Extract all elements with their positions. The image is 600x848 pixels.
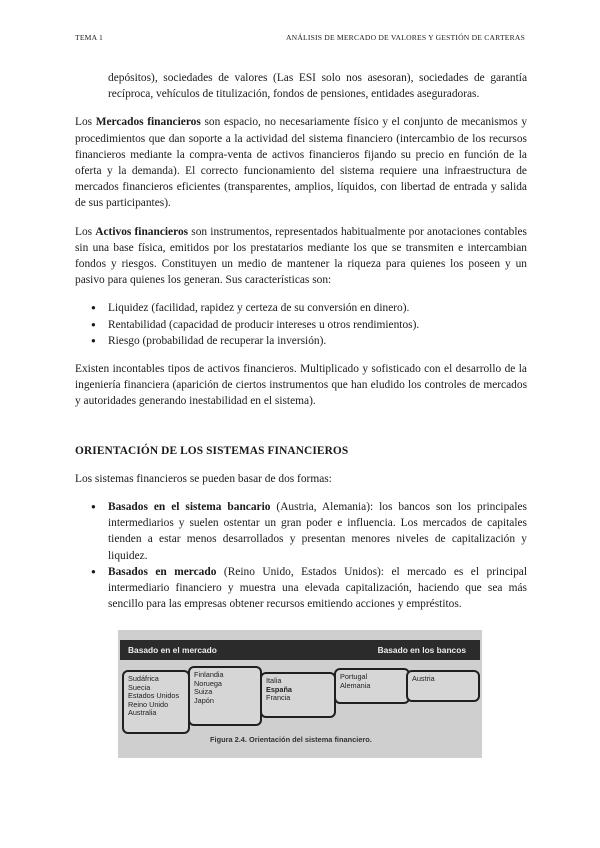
characteristics-list (75, 300, 527, 349)
country-label: Noruega (194, 678, 222, 688)
figure-caption: Figura 2.4. Orientación del sistema financiero. (210, 735, 372, 744)
country-group-1 (122, 670, 190, 734)
orientation-term: Basados en mercado (108, 565, 217, 578)
section-intro: Los sistemas financieros se pueden basar de dos formas: (75, 472, 332, 485)
country-label: Japón (194, 695, 214, 705)
country-label: Austria (412, 674, 435, 683)
figure-right-label: Basado en los bancos (377, 645, 466, 655)
list-item (75, 564, 527, 613)
orientation-desc: (Reino Unido, Estados Unidos): el mercado es el principal intermediario financiero y muestra una elevada capitalización, haciendo que sea más sencillo para las empresas obtener recursos emitiendo acciones y empréstitos. (108, 565, 527, 611)
figure-header-bar (120, 640, 480, 660)
country-group-5 (406, 670, 480, 702)
header-chapter: TEMA 1 (75, 33, 103, 42)
activos-lead: Los (75, 225, 96, 238)
country-label: Suiza (194, 687, 213, 697)
innovation-paragraph: Existen incontables tipos de activos financieros. Multiplicado y sofisticado con el desarrollo de la ingeniería financiera (aparición de ciertos instrumentos que han eludido los controles de mercados y autoridades generando inestabilidad en el sistema). (75, 363, 527, 408)
country-label: Estados Unidos (128, 691, 180, 701)
mercados-term: Mercados financieros (95, 116, 201, 129)
orientation-list (75, 499, 527, 612)
orientation-desc: (Austria, Alemania): los bancos son los principales intermediarios y suelen ostentar un gran poder e influencia. Los mercados de capitales tienden a estar menos desarrollados y presentan menores niveles de capitalización y liquidez. (108, 501, 527, 562)
country-label: Finlandia (194, 670, 224, 679)
page-header (75, 33, 525, 42)
country-label: Italia (266, 676, 282, 685)
country-label: Australia (128, 708, 157, 718)
country-label: Portugal (340, 672, 368, 681)
country-label: Alemania (340, 680, 371, 690)
continuation-paragraph: depósitos), sociedades de valores (Las ESI solo nos asesoran), sociedades de garantía recíproca, vehículos de titulización, fondos de pensiones, entidades aseguradoras. (108, 72, 527, 101)
activos-body: son instrumentos, representados habitualmente por anotaciones contables sin una base física, emitidos por los prestatarios mediante los que se transmiten e intercambian fondos y riesgos. Constituyen un medio de mantener la riqueza para quienes los poseen y un pasivo para quienes los generan. Sus características son: (75, 225, 527, 287)
mercados-body: son espacio, no necesariamente físico y el conjunto de mecanismos y procedimientos que dan soporte a la actividad del sistema financiero (intercambio de los recursos financieros mediante la compra-venta de activos financieros fijando su precio en función de la oferta y la demanda). El correcto funcionamiento del sistema requiere una infraestructura de mercados financieros eficientes (transparentes, amplios, líquidos, con libertad de entrada y salida de sus participantes). (75, 116, 528, 210)
activos-paragraph (75, 224, 527, 289)
activos-term: Activos financieros (95, 225, 189, 238)
figure-left-label: Basado en el mercado (128, 645, 217, 655)
country-label: Francia (266, 693, 291, 703)
list-item: ● Riesgo (probabilidad de recuperar la inversión). (75, 333, 527, 349)
country-label: España (266, 684, 292, 694)
mercados-lead: Los (75, 116, 96, 129)
country-label: Suecia (128, 682, 151, 692)
header-title: ANÁLISIS DE MERCADO DE VALORES Y GESTIÓN DE CARTERAS (285, 33, 525, 42)
country-group-3 (260, 672, 336, 718)
list-item: ● Rentabilidad (capacidad de producir intereses u otros rendimientos). (75, 317, 527, 333)
country-label: Sudáfrica (128, 674, 159, 683)
country-group-4 (334, 668, 410, 704)
mercados-paragraph (75, 114, 527, 211)
section-heading: ORIENTACIÓN DE LOS SISTEMAS FINANCIEROS (75, 444, 349, 457)
list-item (75, 499, 527, 564)
list-item: ● Liquidez (facilidad, rapidez y certeza de su conversión en dinero). (75, 300, 527, 316)
page-content (75, 70, 527, 624)
orientation-term: Basados en el sistema bancario (108, 501, 271, 514)
country-group-2 (188, 666, 262, 726)
orientation-figure (118, 630, 482, 758)
country-label: Reino Unido (128, 699, 169, 709)
